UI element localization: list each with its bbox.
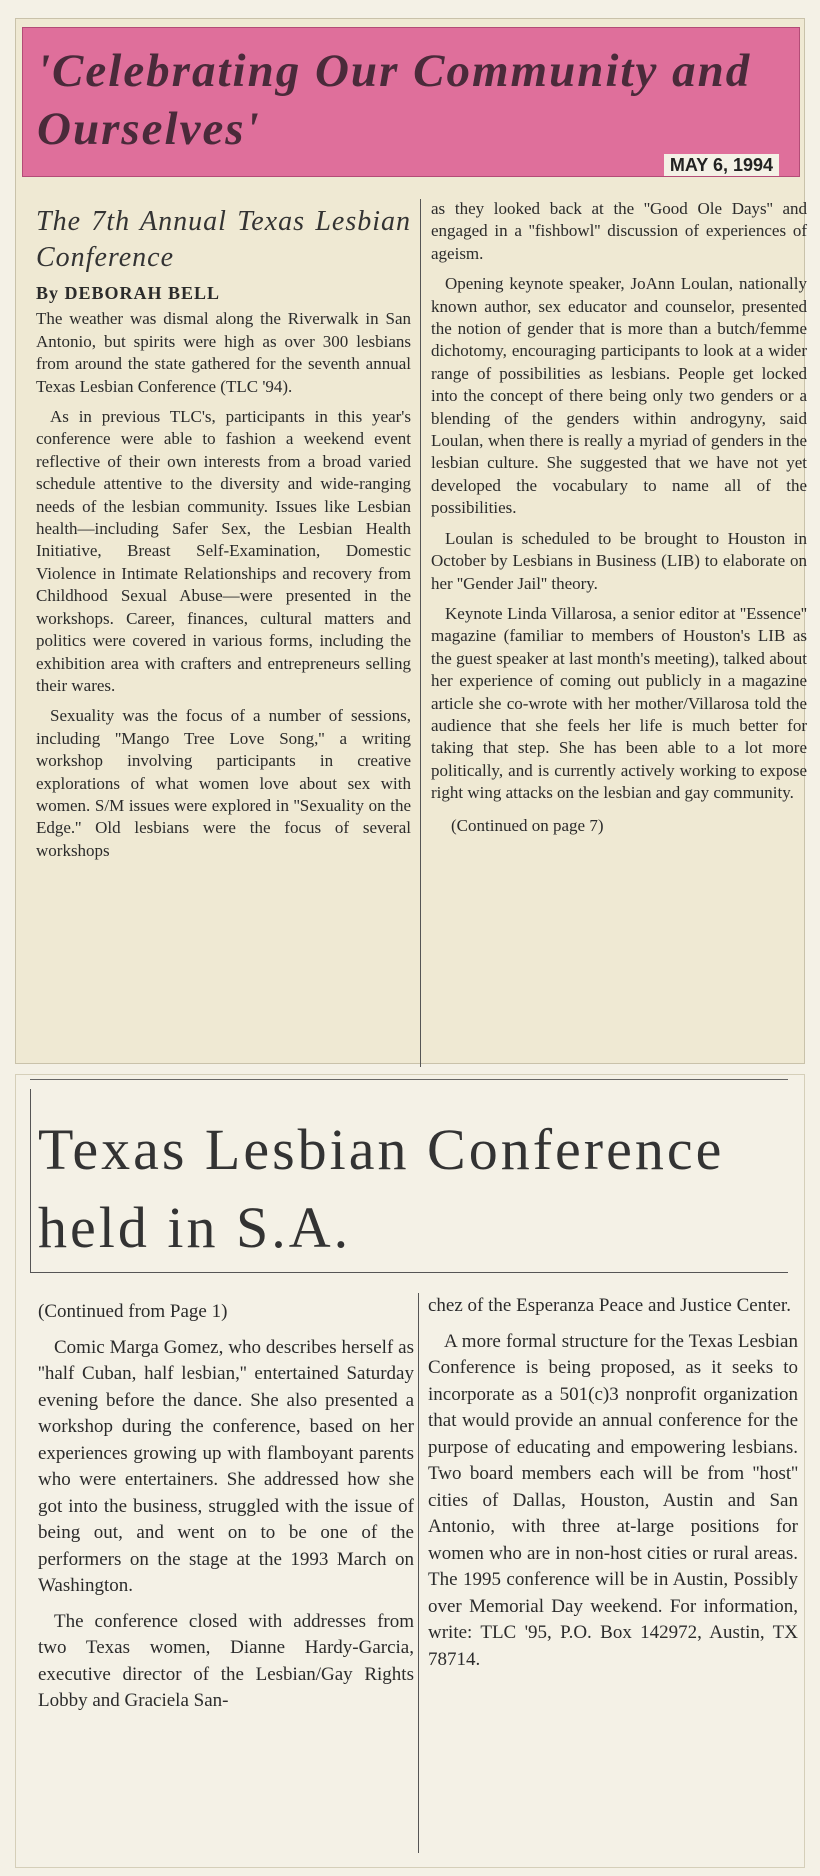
byline: By DEBORAH BELL: [36, 283, 221, 303]
top-rule: [30, 1079, 788, 1080]
date-label: MAY 6, 1994: [664, 154, 779, 176]
article-column-1: [38, 1299, 414, 1724]
clipping-bottom: [15, 1074, 805, 1868]
article-column-2: [431, 198, 807, 837]
paragraph: A more formal structure for the Texas Lesbian Conference is being proposed, as it seeks to incorporate as a 501(c)3 nonprofit organization that would provide an annual conference for the purpose of educating and empowering lesbians. Two board members each will be from ''host'' cities of Dallas, Houston, Austin and San Antonio, with three at-large positions for women who are in non-host cities or rural areas. The 1995 conference will be in Austin, Possibly over Memorial Day weekend. For information, write: TLC '95, P.O. Box 142972, Austin, TX 78714.: [428, 1330, 798, 1670]
article-column-2: [428, 1293, 798, 1682]
paragraph: Comic Marga Gomez, who describes herself as ''half Cuban, half lesbian,'' entertained Saturday evening before the dance. She also presented a workshop during the conference, based on her experiences growing up with flamboyant parents who were entertainers. She addressed how she got into the business, struggled with the issue of being out, and went on to be one of the performers on the stage at the 1993 March on Washington.: [38, 1336, 414, 1596]
paragraph: Opening keynote speaker, JoAnn Loulan, nationally known author, sex educator and counselor, presented the notion of gender that is more than a butch/femme dichotomy, encouraging participants to look at a wider range of possibilities as lesbians. People get locked into the concept of there being only two genders or a blending of the genders within androgyny, said Loulan, when there is really a myriad of genders in the lesbian culture. She suggested that we have not yet developed the vocabulary to name all of the possibilities.: [431, 274, 807, 518]
banner-title: 'Celebrating Our Community and Ourselves': [37, 45, 752, 155]
column-divider: [418, 1293, 419, 1853]
article-headline: The 7th Annual Texas Lesbian Conference: [36, 206, 411, 273]
clipping-top: [15, 18, 805, 1064]
column-divider: [420, 199, 421, 1067]
paragraph: as they looked back at the ''Good Ole Days'' and engaged in a ''fishbowl'' discussion of experiences of ageism.: [431, 199, 807, 263]
continued-from-note: (Continued from Page 1): [38, 1301, 228, 1322]
paragraph: Keynote Linda Villarosa, a senior editor at ''Essence'' magazine (familiar to members of Houston's LIB as the guest speaker at last month's meeting), talked about her experience of coming out publicly in a magazine article she co-wrote with her mother/Villarosa told the audience that she feels her life is much better for taking that step. She has been able to a lot more politically, and is currently actively working to expose right wing attacks on the lesbian and gay community.: [431, 603, 807, 803]
article-column-1: [36, 204, 411, 870]
paragraph: As in previous TLC's, participants in this year's conference were able to fashion a weekend event reflective of their own interests from a broad varied schedule attentive to the diversity and wide-ranging needs of the lesbian community. Issues like Lesbian health—including Safer Sex, the Lesbian Health Initiative, Breast Self-Examination, Domestic Violence in Intimate Relationships and recovery from Childhood Sexual Abuse—were presented in the workshops. Career, finances, cultural matters and politics were covered in various forms, including the exhibition area with crafters and entrepreneurs selling their wares.: [36, 407, 411, 695]
header-banner: [22, 27, 800, 177]
paragraph: Loulan is scheduled to be brought to Houston in October by Lesbians in Business (LIB) to elaborate on her ''Gender Jail'' theory.: [431, 528, 807, 593]
continued-note: (Continued on page 7): [451, 815, 604, 835]
paragraph: Sexuality was the focus of a number of sessions, including ''Mango Tree Love Song,'' a writing workshop involving participants in creative explorations of what women love about sex with women. S/M issues were explored in ''Sexuality on the Edge.'' Old lesbians were the focus of several workshops: [36, 706, 411, 860]
paragraph: The conference closed with addresses from two Texas women, Dianne Hardy-Garcia, executive director of the Lesbian/Gay Rights Lobby and Graciela San-: [38, 1610, 414, 1711]
paragraph: The weather was dismal along the Riverwalk in San Antonio, but spirits were high as over 300 lesbians from around the state gathered for the seventh annual Texas Lesbian Conference (TLC '94).: [36, 309, 411, 396]
page-title: Texas Lesbian Conference held in S.A.: [38, 1117, 725, 1260]
paragraph: chez of the Esperanza Peace and Justice Center.: [428, 1295, 791, 1316]
